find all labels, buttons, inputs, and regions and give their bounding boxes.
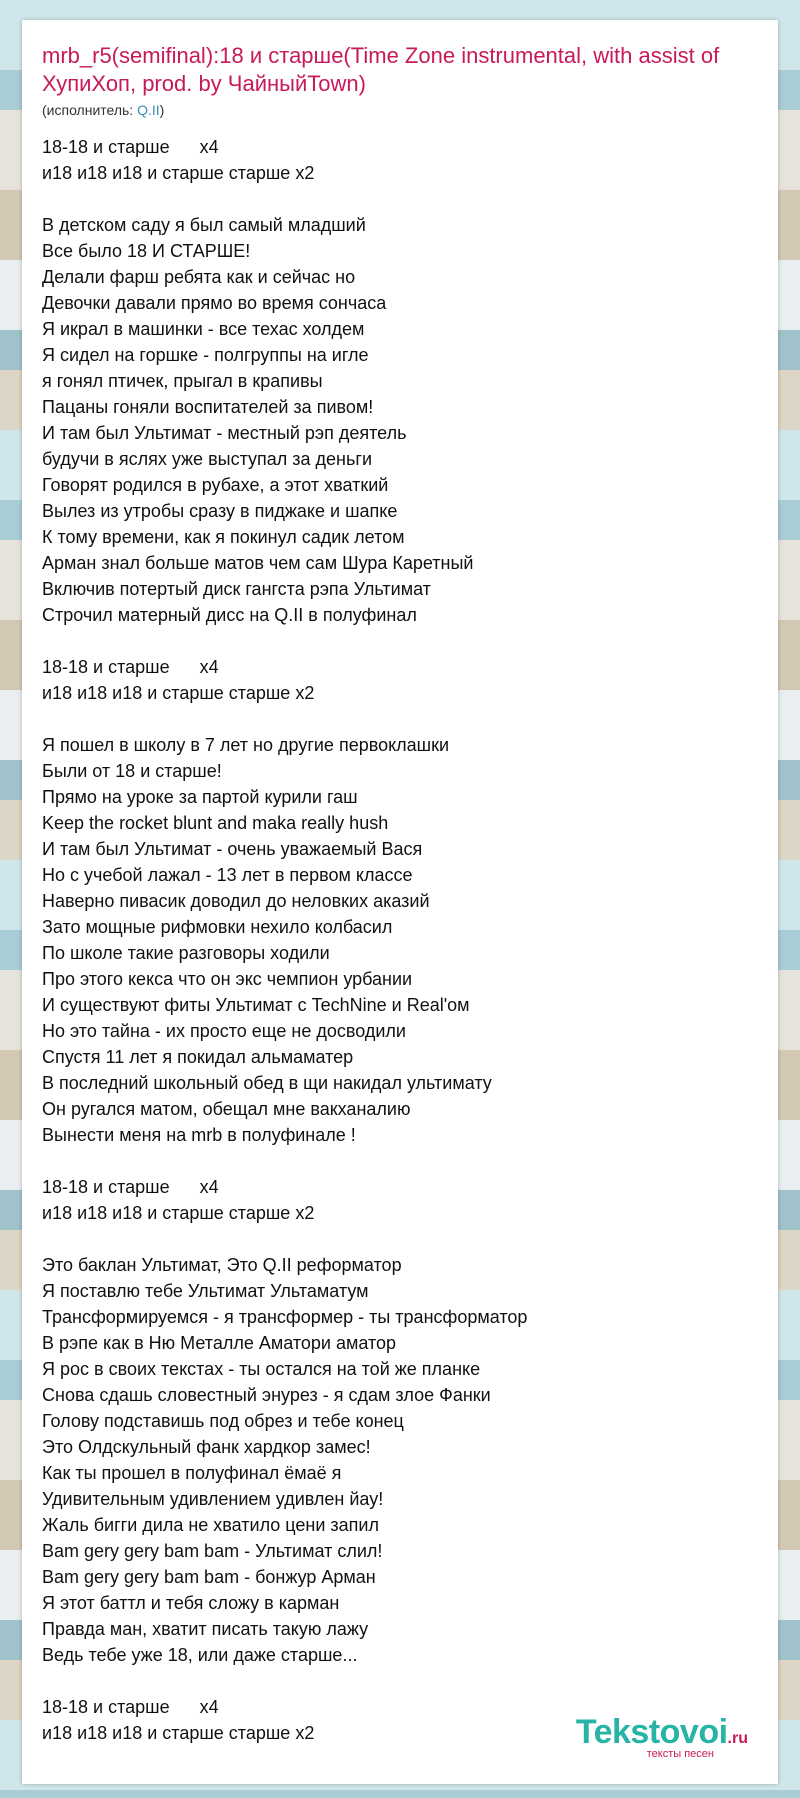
lyric-line [42, 1148, 762, 1174]
lyric-line: будучи в яслях уже выступал за деньги [42, 449, 372, 469]
lyric-line: Как ты прошел в полуфинал ёмаё я [42, 1463, 342, 1483]
lyric-line: Я этот баттл и тебя сложу в карман [42, 1593, 340, 1613]
lyric-line: Я пошел в школу в 7 лет но другие первоклашки [42, 735, 450, 755]
lyric-line: и18 и18 и18 и старше старше x2 [42, 163, 315, 183]
lyric-line: Про этого кекса что он экс чемпион урбании [42, 969, 413, 989]
lyric-line: 18-18 и старше x4 [42, 657, 219, 677]
lyric-line: В рэпе как в Ню Металле Аматори аматор [42, 1333, 397, 1353]
lyric-line: Я икрал в машинки - все техас холдем [42, 319, 365, 339]
lyric-line: Наверно пивасик доводил до неловких аказий [42, 891, 430, 911]
lyric-line: Говорят родился в рубахе, а этот хваткий [42, 475, 389, 495]
lyric-line: Арман знал больше матов чем сам Шура Каретный [42, 553, 474, 573]
lyric-line: Я рос в своих текстах - ты остался на той же планке [42, 1359, 481, 1379]
lyric-line: Bam gery gery bam bam - бонжур Арман [42, 1567, 376, 1587]
lyric-line: И там был Ультимат - местный рэп деятель [42, 423, 407, 443]
lyric-line: Bam gery gery bam bam - Ультимат слил! [42, 1541, 383, 1561]
lyric-line: и18 и18 и18 и старше старше x2 [42, 1723, 315, 1743]
lyric-line: Трансформируемся - я трансформер - ты трансформатор [42, 1307, 528, 1327]
lyric-line: В детском саду я был самый младший [42, 215, 366, 235]
lyric-line: Все было 18 И СТАРШЕ! [42, 241, 251, 261]
performer-link[interactable]: Q.II [137, 102, 160, 118]
lyric-line: 18-18 и старше x4 [42, 137, 219, 157]
lyric-line: Это баклан Ультимат, Это Q.II реформатор [42, 1255, 402, 1275]
lyric-line: и18 и18 и18 и старше старше x2 [42, 683, 315, 703]
lyric-line: 18-18 и старше x4 [42, 1177, 219, 1197]
lyric-line [42, 1668, 762, 1694]
lyric-line: я гонял птичек, прыгал в крапивы [42, 371, 323, 391]
performer-label: (исполнитель: [42, 102, 138, 118]
lyric-line [42, 186, 762, 212]
lyric-line: Это Олдскульный фанк хардкор замес! [42, 1437, 371, 1457]
lyric-line: И существуют фиты Ультимат с TechNine и Real'ом [42, 995, 470, 1015]
lyric-line: Пацаны гоняли воспитателей за пивом! [42, 397, 374, 417]
lyrics-card [22, 20, 778, 1784]
lyric-line [42, 706, 762, 732]
lyric-line: Спустя 11 лет я покидал альмаматер [42, 1047, 354, 1067]
lyric-line: 18-18 и старше x4 [42, 1697, 219, 1717]
lyric-line: В последний школьный обед в щи накидал ультимату [42, 1073, 492, 1093]
song-title: mrb_r5(semifinal):18 и старше(Time Zone instrumental, with assist of ХупиХоп, prod. by ЧайныйTown) [42, 43, 720, 96]
lyric-line: Но это тайна - их просто еще не досводили [42, 1021, 406, 1041]
lyric-line: Удивительным удивлением удивлен йау! [42, 1489, 384, 1509]
lyric-line: Правда ман, хватит писать такую лажу [42, 1619, 369, 1639]
lyric-line: Вынести меня на mrb в полуфинале ! [42, 1125, 356, 1145]
lyric-line: Были от 18 и старше! [42, 761, 222, 781]
lyric-line: Но с учебой лажал - 13 лет в первом классе [42, 865, 413, 885]
performer-close: ) [159, 102, 165, 118]
lyric-line: Прямо на уроке за партой курили гаш [42, 787, 358, 807]
lyric-line [42, 1226, 762, 1252]
lyric-line: Голову подставишь под обрез и тебе конец [42, 1411, 404, 1431]
lyric-line: Вылез из утробы сразу в пиджаке и шапке [42, 501, 398, 521]
lyric-line: Я поставлю тебе Ультимат Ультаматум [42, 1281, 369, 1301]
lyric-line: Я сидел на горшке - полгруппы на игле [42, 345, 369, 365]
lyric-line: И там был Ультимат - очень уважаемый Вася [42, 839, 423, 859]
lyrics-text [42, 134, 762, 1746]
logo-tagline: тексты песен [646, 1748, 714, 1760]
logo-wordmark: Tekstovoi [575, 1713, 728, 1751]
lyric-line: Строчил матерный дисс на Q.II в полуфинал [42, 605, 417, 625]
lyric-line: Ведь тебе уже 18, или даже старше... [42, 1645, 358, 1665]
logo-tld: .ru [727, 1730, 748, 1747]
lyric-line: Включив потертый диск гангста рэпа Ультимат [42, 579, 431, 599]
performer-line [42, 102, 164, 118]
lyric-line: Девочки давали прямо во время сончаса [42, 293, 387, 313]
site-logo[interactable] [576, 1713, 748, 1760]
lyric-line: Зато мощные рифмовки нехило колбасил [42, 917, 393, 937]
lyric-line: К тому времени, как я покинул садик летом [42, 527, 405, 547]
lyric-line: Жаль бигги дила не хватило цени запил [42, 1515, 379, 1535]
lyric-line: Снова сдашь словестный энурез - я сдам злое Фанки [42, 1385, 491, 1405]
lyric-line: Keep the rocket blunt and maka really hush [42, 813, 389, 833]
lyric-line: Он ругался матом, обещал мне вакханалию [42, 1099, 411, 1119]
lyric-line: По школе такие разговоры ходили [42, 943, 330, 963]
lyric-line [42, 628, 762, 654]
lyric-line: и18 и18 и18 и старше старше x2 [42, 1203, 315, 1223]
lyric-line: Делали фарш ребята как и сейчас но [42, 267, 356, 287]
